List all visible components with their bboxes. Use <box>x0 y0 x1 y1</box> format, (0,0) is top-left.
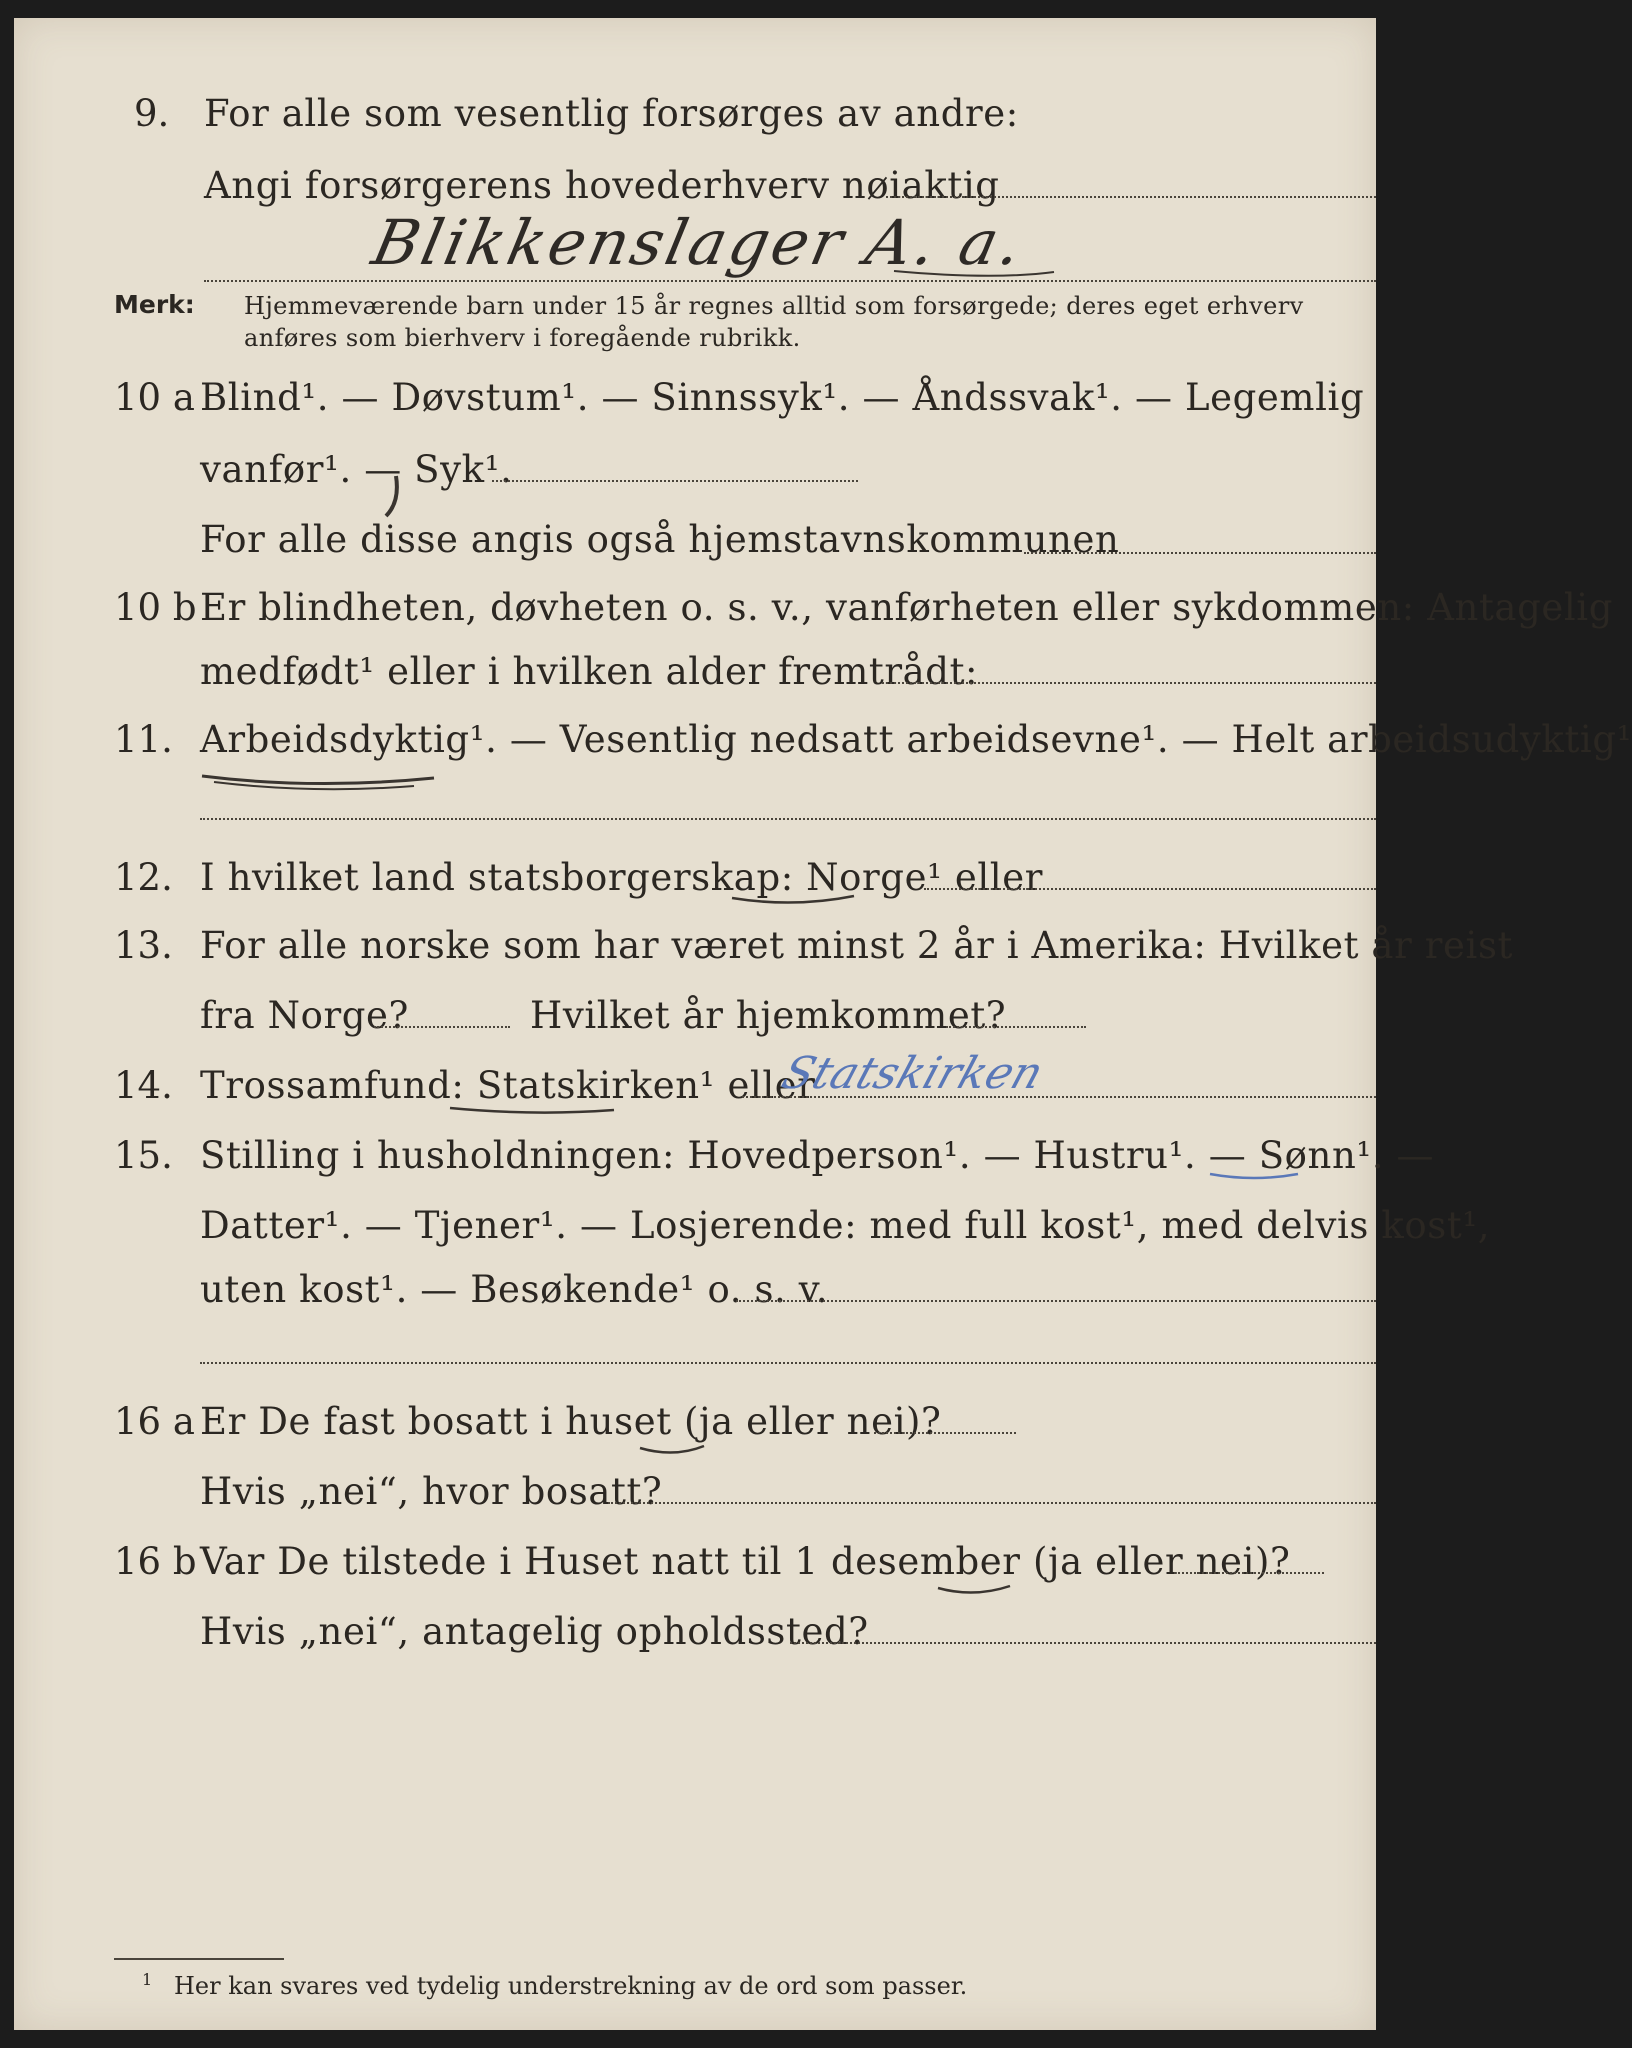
q15-number: 15. <box>114 1134 173 1177</box>
q15-line3: uten kost¹. — Besøkende¹ o. s. v. <box>200 1268 829 1311</box>
q16b-line1: Var De tilstede i Huset natt til 1 desember (ja eller nei)? <box>200 1540 1291 1583</box>
q11-number: 11. <box>114 718 173 761</box>
q9-number: 9. <box>134 92 170 135</box>
q14-handwritten-answer: Statskirken <box>775 1048 1050 1099</box>
footnote-mark: 1 <box>142 1970 153 1989</box>
q10b-line1: Er blindheten, døvheten o. s. v., vanførheten eller sykdommen: Antagelig <box>200 586 1614 629</box>
q16b-number: 16 b <box>114 1540 197 1583</box>
q16a-number: 16 a <box>114 1400 195 1443</box>
q9-question-line1: For alle som vesentlig forsørges av andre: <box>204 92 1019 135</box>
merk-line1: Hjemmeværende barn under 15 år regnes alltid som forsørgede; deres eget erhverv <box>244 292 1304 320</box>
q10b-line2: medfødt¹ eller i hvilken alder fremtrådt: <box>200 650 979 693</box>
q13-line2a: fra Norge? <box>200 994 409 1037</box>
q16a-line2: Hvis „nei“, hvor bosatt? <box>200 1470 663 1513</box>
q10a-line3: For alle disse angis også hjemstavnskommunen <box>200 518 1120 561</box>
q13-number: 13. <box>114 924 173 967</box>
q13-line1: For alle norske som har været minst 2 år i Amerika: Hvilket år reist <box>200 924 1514 967</box>
q14-number: 14. <box>114 1064 173 1107</box>
q12-number: 12. <box>114 856 173 899</box>
merk-line2: anføres som bierhverv i foregående rubrikk. <box>244 324 801 352</box>
q12-line1: I hvilket land statsborgerskap: Norge¹ eller <box>200 856 1044 899</box>
q15-line1: Stilling i husholdningen: Hovedperson¹. — Hustru¹. — Sønn¹. — <box>200 1134 1435 1177</box>
census-form-page <box>14 18 1632 2030</box>
q15-line2: Datter¹. — Tjener¹. — Losjerende: med full kost¹, med delvis kost¹, <box>200 1204 1491 1247</box>
merk-label: Merk: <box>114 290 195 319</box>
q9-question-line2: Angi forsørgerens hovederhverv nøiaktig <box>204 164 1000 207</box>
q10a-number: 10 a <box>114 376 195 419</box>
q9-handwritten-answer: Blikkenslager A. a. <box>366 206 1031 279</box>
q14-line1: Trossamfund: Statskirken¹ eller <box>200 1064 816 1107</box>
q13-line2b: Hvilket år hjemkommet? <box>530 994 1007 1037</box>
footnote-text: Her kan svares ved tydelig understrekning av de ord som passer. <box>174 1972 968 2000</box>
q10b-number: 10 b <box>114 586 197 629</box>
q11-line1: Arbeidsdyktig¹. — Vesentlig nedsatt arbeidsevne¹. — Helt arbeidsudyktig¹ <box>200 718 1632 761</box>
q10a-line2: vanfør¹. — Syk¹. <box>200 448 513 491</box>
q16a-line1: Er De fast bosatt i huset (ja eller nei)? <box>200 1400 942 1443</box>
q10a-line1: Blind¹. — Døvstum¹. — Sinnssyk¹. — Åndssvak¹. — Legemlig <box>200 376 1365 419</box>
q16b-line2: Hvis „nei“, antagelig opholdssted? <box>200 1610 869 1653</box>
pencil-underline-marks <box>14 18 1376 2030</box>
